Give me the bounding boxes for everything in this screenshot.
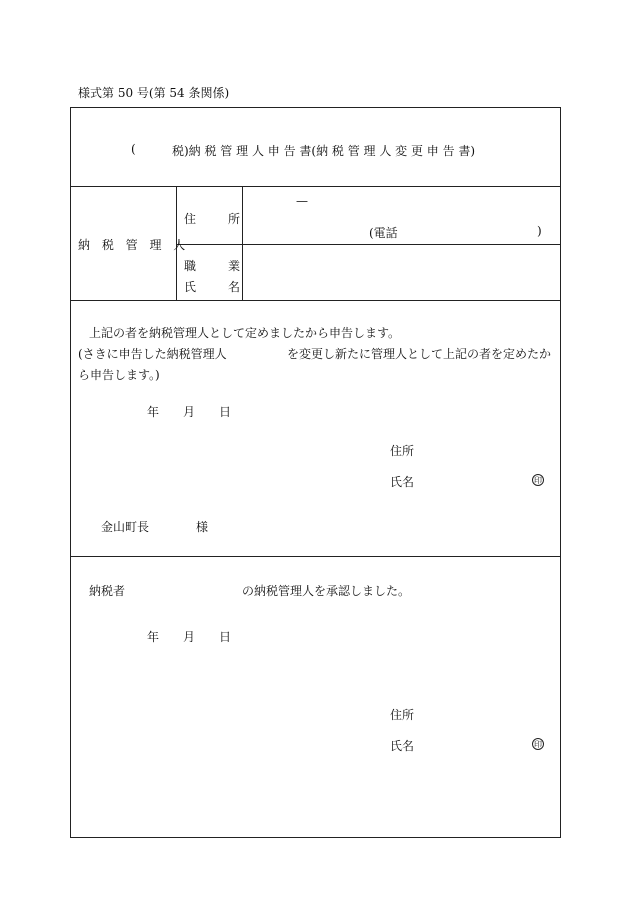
declaration-line2a: (さきに申告した納税管理人 [78,347,227,361]
declaration-day-label: 日 [219,405,232,419]
postal-dash: — [296,194,308,208]
address-label-1: 住 [184,212,197,226]
divider-declaration [70,556,561,557]
declaration-address-label: 住所 [390,444,415,458]
occupation-label-1: 職 [184,259,197,273]
declaration-year-label: 年 [147,405,160,419]
occupation-name-field[interactable] [246,248,558,296]
declaration-seal-icon: 印 [534,476,542,485]
approval-month-label: 月 [183,630,196,644]
addressee: 金山町長 [101,520,150,534]
phone-label: (電話 [369,226,398,240]
taxpayer-label: 納税者 [89,584,126,598]
declaration-line3: ら申告します。) [78,368,160,382]
honorific: 様 [196,520,209,534]
approval-name-label: 氏名 [390,739,415,753]
divider-title [70,186,561,187]
approval-text: の納税管理人を承認しました。 [242,584,411,598]
occupation-label-2: 業 [228,259,241,273]
declaration-line1: 上記の者を納税管理人として定めましたから申告します。 [89,326,401,340]
declaration-line2b: を変更し新たに管理人として上記の者を定めたか [287,347,552,361]
declaration-name-label: 氏名 [390,475,415,489]
page-title: 税)納 税 管 理 人 申 告 書(納 税 管 理 人 変 更 申 告 書) [172,144,476,158]
divider-manager [70,300,561,301]
phone-close: ) [537,224,542,238]
approval-address-label: 住所 [390,708,415,722]
approval-day-label: 日 [219,630,232,644]
approval-year-label: 年 [147,630,160,644]
approval-seal-icon: 印 [534,740,542,749]
title-open-paren: ( [131,142,136,156]
declaration-month-label: 月 [183,405,196,419]
address-label-2: 所 [228,212,241,226]
name-label-2: 名 [228,280,241,294]
name-label-1: 氏 [184,280,197,294]
divider-field-col [242,186,243,300]
divider-address-occupation [176,244,561,245]
manager-row-label: 納 税 管 理 人 [78,238,190,252]
address-field[interactable] [246,190,558,240]
form-number: 様式第 50 号(第 54 条関係) [78,86,230,100]
